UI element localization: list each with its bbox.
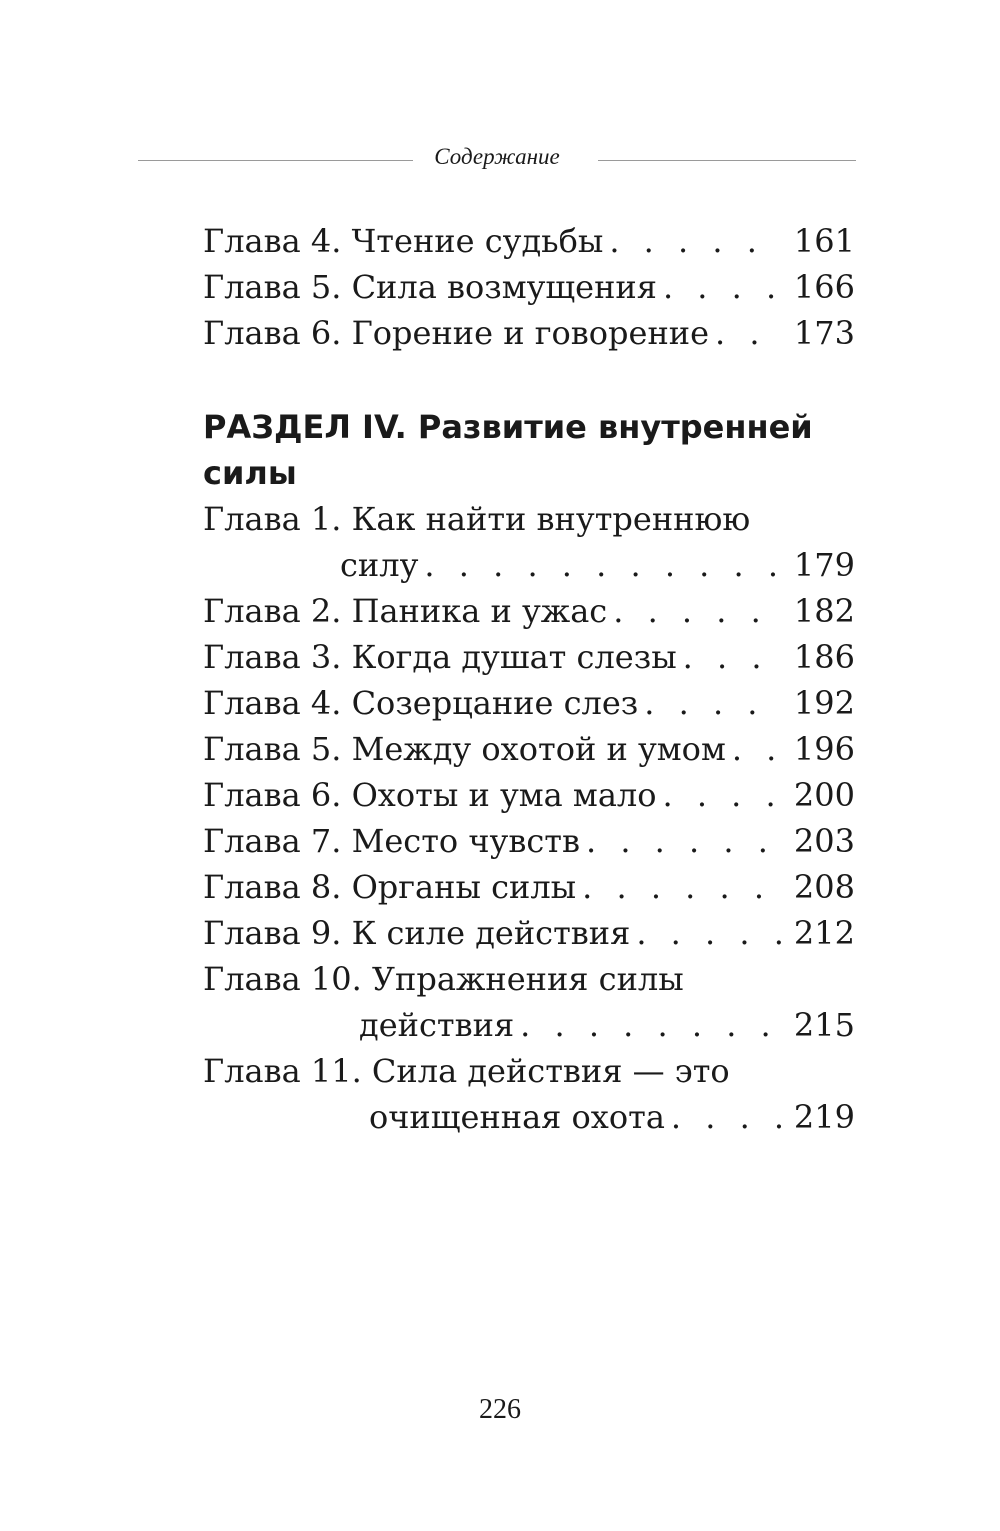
toc-entry (203, 588, 855, 634)
toc-entry (203, 818, 855, 864)
toc-entry-label: Глава 8. Органы силы (203, 868, 577, 906)
dot-leader (715, 310, 784, 356)
toc-entry-page: 212 (793, 914, 855, 952)
toc-entry-page: 203 (793, 822, 855, 860)
toc-entry-label: Глава 7. Место чувств (203, 822, 580, 860)
toc-entry (203, 218, 855, 264)
dot-leader (683, 634, 784, 680)
toc-entry (203, 726, 855, 772)
dot-leader (582, 864, 784, 910)
dot-leader (520, 1002, 784, 1048)
toc-entry-line1: Глава 11. Сила действия — это (203, 1052, 730, 1090)
toc-entry-label: Глава 4. Чтение судьбы (203, 222, 604, 260)
toc-entry (203, 542, 855, 588)
toc-entry-page: 179 (793, 546, 855, 584)
toc-entry-page: 200 (793, 776, 855, 814)
toc-entry-label: Глава 4. Созерцание слез (203, 684, 639, 722)
dot-leader (663, 264, 784, 310)
header-rule-right (598, 160, 856, 161)
toc-entry-page: 173 (793, 314, 855, 352)
toc-entry-page: 215 (793, 1006, 855, 1044)
toc-entry (203, 310, 855, 356)
toc-entry (203, 634, 855, 680)
toc-entry (203, 264, 855, 310)
toc-entry-label: действия (359, 1006, 515, 1044)
toc-entry-label: Глава 9. К силе действия (203, 914, 631, 952)
dot-leader (662, 772, 783, 818)
dot-leader (636, 910, 784, 956)
table-of-contents (203, 218, 855, 1140)
toc-entry-label: Глава 3. Когда душат слезы (203, 638, 677, 676)
dot-leader (424, 542, 784, 588)
page-number: 226 (479, 1394, 521, 1425)
toc-entry (203, 680, 855, 726)
toc-entry-page: 219 (793, 1098, 855, 1136)
toc-entry-page: 208 (793, 868, 855, 906)
toc-entry-label: очищенная охота (369, 1098, 665, 1136)
toc-entry-page: 166 (793, 268, 855, 306)
dot-leader (644, 680, 784, 726)
toc-entry-page: 161 (793, 222, 855, 260)
section-heading: РАЗДЕЛ IV. Развитие внутренней силы (203, 408, 813, 492)
toc-entry-line1: Глава 1. Как найти внутреннюю (203, 500, 751, 538)
toc-entry-label: Глава 2. Паника и ужас (203, 592, 608, 630)
toc-entry (203, 864, 855, 910)
toc-entry (203, 910, 855, 956)
toc-entry-label: силу (340, 546, 419, 584)
running-header-title: Содержание (434, 144, 560, 169)
toc-entry-page: 182 (793, 592, 855, 630)
toc-entry-page: 192 (793, 684, 855, 722)
toc-entry-label: Глава 5. Сила возмущения (203, 268, 657, 306)
toc-entry-page: 186 (793, 638, 855, 676)
toc-entry-label: Глава 6. Охоты и ума мало (203, 776, 657, 814)
toc-entry (203, 1002, 855, 1048)
dot-leader (586, 818, 784, 864)
toc-entry-label: Глава 6. Горение и говорение (203, 314, 710, 352)
dot-leader (613, 588, 784, 634)
dot-leader (609, 218, 784, 264)
dot-leader (671, 1094, 784, 1140)
toc-entry (203, 772, 855, 818)
toc-entry (203, 1094, 855, 1140)
running-header (138, 142, 856, 178)
toc-entry-label: Глава 5. Между охотой и умом (203, 730, 726, 768)
dot-leader (732, 726, 784, 772)
toc-entry-page: 196 (793, 730, 855, 768)
toc-entry-line1: Глава 10. Упражнения силы (203, 960, 684, 998)
